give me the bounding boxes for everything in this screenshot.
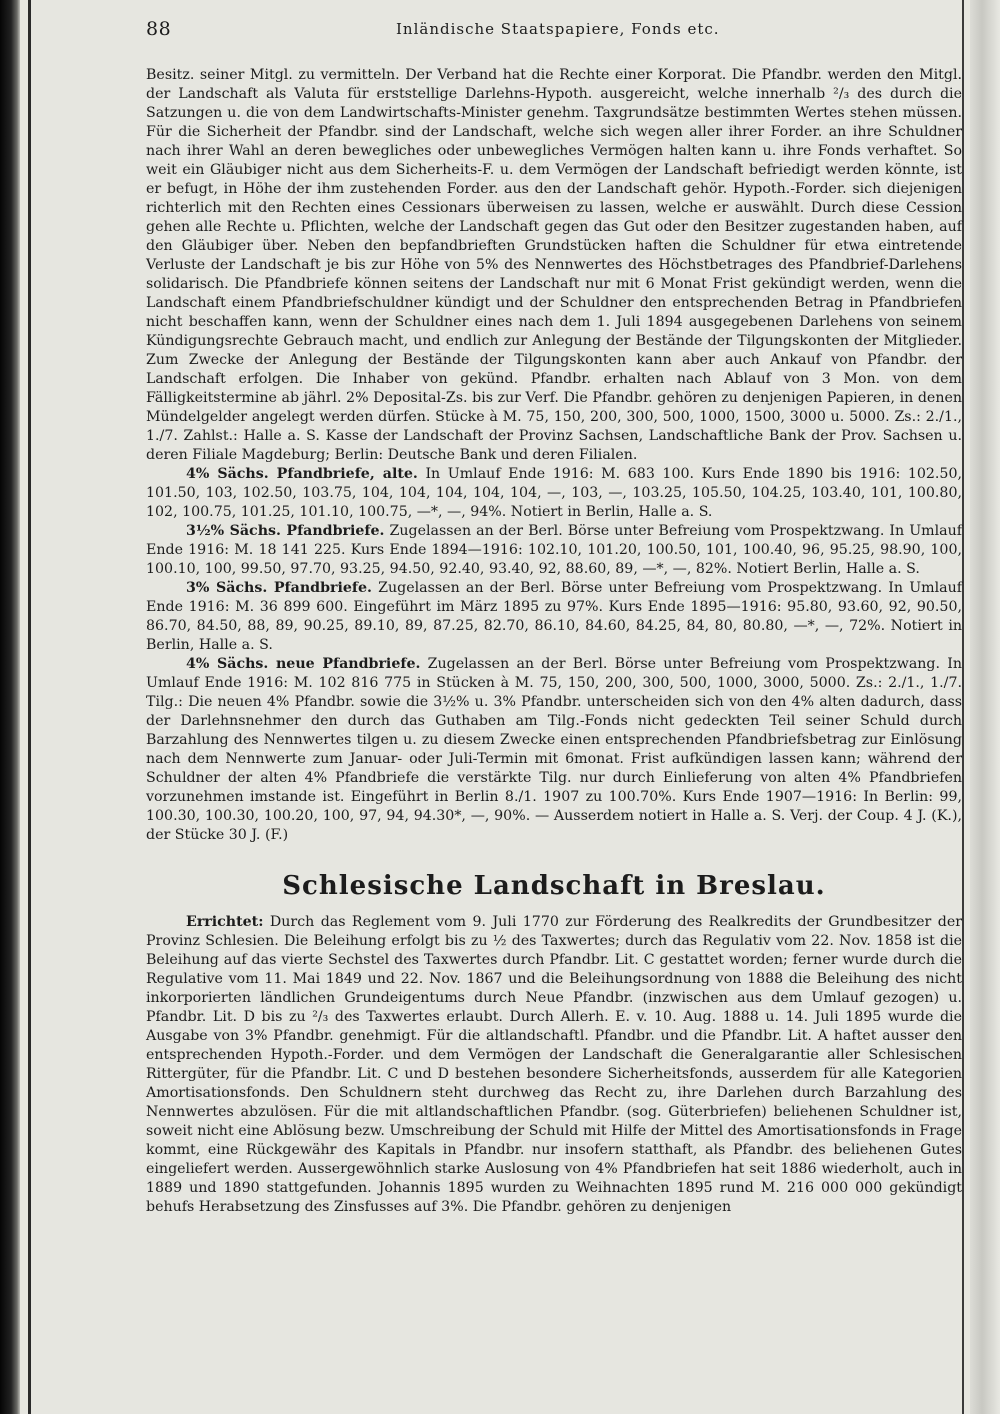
section-title: Schlesische Landschaft in Breslau.	[282, 871, 826, 901]
section-paragraph	[146, 913, 962, 1217]
entry-paragraph	[146, 465, 962, 522]
intro-paragraph: Besitz. seiner Mitgl. zu vermitteln. Der Verband hat die Rechte einer Korporat. Die Pfandbr. werden den Mitgl. der Landschaft als Valuta für erststellige Darlehns-Hypoth. ausgereicht, welche innerhalb ²/₃ des durch die Satzungen u. die von dem Landwirtschafts-Minister genehm. Taxgrundsätze bestimmten Wertes stehen müssen. Für die Sicherheit der Pfandbr. sind der Landschaft, welche sich wegen aller ihrer Forder. an ihre Schuldner nach ihrer Wahl an deren bewegliches oder unbewegliches Vermögen halten kann u. ihre Fonds verhaftet. So weit ein Gläubiger nicht aus dem Sicherheits-F. u. dem Vermögen der Landschaft befriedigt werden könnte, ist er befugt, in Höhe der ihm zustehenden Forder. aus den der Landschaft gehör. Hypoth.-Forder. sich diejenigen richterlich mit den Rechten eines Cessionars überweisen zu lassen, welche er auswählt. Durch diese Cession gehen alle Rechte u. Pflichten, welche der Landschaft gegen das Gut oder den Besitzer zugestanden haben, auf den Gläubiger über. Neben den bepfandbrieften Grundstücken haften die Schuldner für etwa eintretende Verluste der Landschaft je bis zur Höhe von 5% des Nennwertes des Höchstbetrages des Pfandbrief-Darlehens solidarisch. Die Pfandbriefe können seitens der Landschaft nur mit 6 Monat Frist gekündigt werden, wenn die Landschaft einem Pfandbriefschuldner kündigt und der Schuldner den entsprechenden Betrag in Pfandbriefen nicht beschaffen kann, wenn der Schuldner eines nach dem 1. Juli 1894 ausgegebenen Darlehens von seinem Kündigungsrechte Gebrauch macht, und endlich zur Anlegung der Bestände der Tilgungskonten der Mitglieder. Zum Zwecke der Anlegung der Bestände der Tilgungskonten kann aber auch Ankauf von Pfandbr. der Landschaft erfolgen. Die Inhaber von gekünd. Pfandbr. erhalten nach Ablauf von 3 Mon. von dem Fälligkeitstermine ab jährl. 2% Deposital-Zs. bis zur Verf. Die Pfandbr. gehören zu denjenigen Papieren, in denen Mündelgelder angelegt werden dürfen. Stücke à M. 75, 150, 200, 300, 500, 1000, 1500, 3000 u. 5000. Zs.: 2./1., 1./7. Zahlst.: Halle a. S. Kasse der Landschaft der Provinz Sachsen, Landschaftliche Bank der Prov. Sachsen u. deren Filiale Magdeburg; Berlin: Deutsche Bank und deren Filialen.	[146, 67, 962, 463]
running-header	[146, 18, 960, 44]
entry-text: In Umlauf Ende 1916: M. 683 100. Kurs Ende 1890 bis 1916: 102.50, 101.50, 103, 102.50, 103.75, 104, 104, 104, 104, 104, —, 103, —, 103.25, 105.50, 104.25, 103.40, 101, 100.80, 102, 100.75, 101.25, 101.10, 100.75, —*, —, 94%. Notiert in Berlin, Halle a. S.	[146, 466, 962, 520]
entry-paragraph	[146, 655, 962, 845]
page-content	[146, 66, 962, 1217]
entry-heading: 3½% Sächs. Pfandbriefe.	[186, 523, 385, 539]
running-title: Inländische Staatspapiere, Fonds etc.	[396, 20, 720, 38]
entry-heading: 4% Sächs. neue Pfandbriefe.	[186, 656, 421, 672]
entry-paragraph	[146, 579, 962, 655]
entry-text: Zugelassen an der Berl. Börse unter Befreiung vom Prospektzwang. In Umlauf Ende 1916: M. 18 141 225. Kurs Ende 1894—1916: 102.10, 101.20, 100.50, 101, 100.40, 96, 95.25, 98.90, 100, 100.10, 100, 99.50, 97.70, 93.25, 94.50, 92.40, 93.40, 92, 88.60, 89, —*, —, 82%. Notiert Berlin, Halle a. S.	[146, 523, 962, 577]
page-edge-line	[962, 0, 964, 1414]
entry-heading: 4% Sächs. Pfandbriefe, alte.	[186, 466, 418, 482]
page-edge-shadow	[970, 0, 1000, 1414]
section-text: Durch das Reglement vom 9. Juli 1770 zur Förderung des Realkredits der Grundbesitzer der Provinz Schlesien. Die Beleihung erfolgt bis zu ½ des Taxwertes; durch das Regulativ vom 22. Nov. 1858 ist die Beleihung auf das vierte Sechstel des Taxwertes durch Pfandbr. Lit. C gestattet worden; ferner wurde durch die Regulative vom 11. Mai 1849 und 22. Nov. 1867 und die Beleihungsordnung von 1888 die Beleihung des nicht inkorporierten ländlichen Grundeigentums durch Neue Pfandbr. (inzwischen aus dem Umlauf gezogen) u. Pfandbr. Lit. D bis zu ²/₃ des Taxwertes erlaubt. Durch Allerh. E. v. 10. Aug. 1888 u. 14. Juli 1895 wurde die Ausgabe von 3% Pfandbr. genehmigt. Für die altlandschaftl. Pfandbr. und die Pfandbr. Lit. A haftet ausser den entsprechenden Hypoth.-Forder. und dem Vermögen der Landschaft die Generalgarantie aller Schlesischen Rittergüter, für die Pfandbr. Lit. C und D bestehen besondere Sicherheitsfonds, ausserdem für alle Kategorien Amortisationsfonds. Den Schuldnern steht durchweg das Recht zu, ihre Darlehen durch Barzahlung des Nennwertes abzulösen. Für die mit altlandschaftlichen Pfandbr. (sog. Güterbriefen) beliehenen Schuldner ist, soweit nicht eine Ablösung bezw. Umschreibung der Schuld mit Hilfe der Mittel des Amortisationsfonds in Frage kommt, eine Rückgewähr des Kapitals in Pfandbr. nur insofern statthaft, als Pfandbr. des beliehenen Gutes eingeliefert werden. Aussergewöhnlich starke Auslosung von 4% Pfandbriefen hat seit 1886 wiederholt, auch in 1889 und 1890 stattgefunden. Johannis 1895 wurden zu Weihnachten 1895 rund M. 216 000 000 gekündigt behufs Herabsetzung des Zinsfusses auf 3%. Die Pfandbr. gehören zu denjenigen	[146, 914, 963, 1215]
entry-heading: 3% Sächs. Pfandbriefe.	[186, 580, 372, 596]
section-lead: Errichtet:	[186, 914, 264, 930]
entry-text: Zugelassen an der Berl. Börse unter Befreiung vom Prospektzwang. In Umlauf Ende 1916: M. 36 899 600. Eingeführt im März 1895 zu 97%. Kurs Ende 1895—1916: 95.80, 93.60, 92, 90.50, 86.70, 84.50, 88, 89, 90.25, 89.10, 89, 87.25, 82.70, 86.10, 84.60, 84.25, 84, 80, 80.80, —*, —, 72%. Notiert in Berlin, Halle a. S.	[146, 580, 962, 653]
entry-text: Zugelassen an der Berl. Börse unter Befreiung vom Prospektzwang. In Umlauf Ende 1916: M. 102 816 775 in Stücken à M. 75, 150, 200, 300, 500, 1000, 3000, 5000. Zs.: 2./1., 1./7. Tilg.: Die neuen 4% Pfandbr. sowie die 3½% u. 3% Pfandbr. unterscheiden sich von den 4% alten dadurch, dass der Darlehnsnehmer den durch das Guthaben am Tilg.-Fonds nicht gedeckten Teil seiner Schuld durch Barzahlung des Nennwertes tilgen u. zu diesem Zwecke einen entsprechenden Pfandbriefsbetrag zur Einlösung nach dem Nennwerte zum Januar- oder Juli-Termin mit 6monat. Frist aufkündigen lassen kann; während der Schuldner der alten 4% Pfandbriefe die verstärkte Tilg. nur durch Einlieferung von alten 4% Pfandbriefen vorzunehmen imstande ist. Eingeführt in Berlin 8./1. 1907 zu 100.70%. Kurs Ende 1907—1916: In Berlin: 99, 100.30, 100.30, 100.20, 100, 97, 94, 94.30*, —, 90%. — Ausserdem notiert in Halle a. S. Verj. der Coup. 4 J. (K.), der Stücke 30 J. (F.)	[146, 656, 962, 843]
spine-edge-line	[28, 0, 31, 1414]
book-spine-shadow	[0, 0, 20, 1414]
entry-paragraph	[146, 522, 962, 579]
page-number: 88	[146, 18, 172, 40]
